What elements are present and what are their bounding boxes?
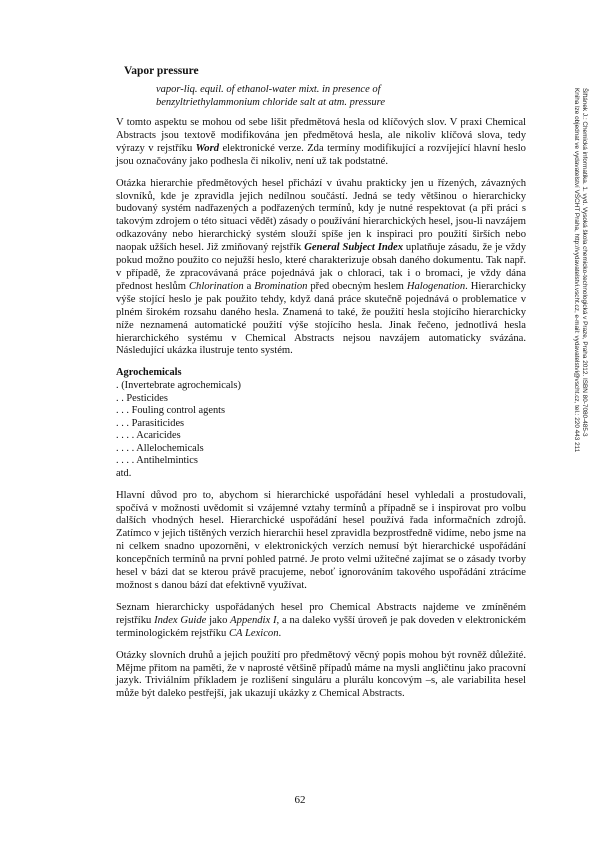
page-number: 62 (294, 794, 306, 806)
text-span: Seznam hierarchicky uspořádaných hesel pro Chemical Abstracts najdeme ve zmíněném rejstříku (116, 601, 526, 626)
tree-item: . . . . Allelochemicals (116, 442, 204, 454)
tree-item: . (Invertebrate agrochemicals) (116, 379, 241, 391)
term-ca-lexicon: CA Lexicon (228, 627, 279, 639)
example-block (156, 84, 526, 109)
text-span: . Hierarchicky výše stojící heslo je pak použito tehdy, když daná práce skutečně pojednává o problematice v plném širokém rozsahu daného hesla. Znamená to také, že použití hesla stojícího hierarchicky níže neznamená automatické použití výše stojícího hesla. Jinak řečeno, jednotlivá hesla hierarchického systému v Chemical Abstracts nejsou navzájem automaticky svázána. Následující ukázka ilustruje tento systém. (116, 280, 526, 357)
term-word: Word (195, 142, 220, 154)
tree-item: . . . Fouling control agents (116, 405, 226, 417)
term-bromination: Bromination (254, 280, 308, 292)
text-span: V tomto aspektu se mohou od sebe lišit předmětová hesla od klíčových slov. V praxi Chemical Abstracts jsou textově modifikována jen předmětová hesla, ale nikoliv klíčová slova, tedy výrazy v rejstříku (116, 117, 526, 154)
text-span: a na daleko vyšší úroveň je pak doveden v elektronickém terminologickém rejstříku (116, 614, 526, 639)
tree-etc: atd. (116, 468, 132, 480)
side-citation-text (571, 88, 588, 708)
text-span: a (243, 280, 255, 292)
text-span: elektronické verze. Zda termíny modifikující a rozvíjející hlavní heslo jsou označovány jako podhesla či nikoliv, není už tak podstatné. (116, 142, 526, 167)
text-span: Otázka hierarchie předmětových hesel přichází v úvahu prakticky jen u řízených, závazných slovníků, kde je zpravidla jejich nedílnou součástí. Jedná se tedy většinou o hierarchicky budovaný systém nadřazených a podřazených termínů, kdy je nutné respektovat (a při práci s takovým zdrojem o této situaci vědět) zásady o používání hierarchických hesel, jsou-li navzájem odkazovány nebo hierarchický systém slouží spíše jen k inspiraci pro použití širších nebo naopak užších hesel. Již zmiňovaný rejstřík (116, 177, 526, 254)
text-span: před obecným heslem (307, 280, 407, 292)
page-content (116, 64, 526, 710)
text-span: uplatňuje zásadu, že je vždy pokud možno použito co nejužší heslo, které charakterizuje obsah daného dokumentu. Tak např. v případě, že zpracovávaná práce pojednává jak o chloraci, tak i o bromaci, je vždy dána přednost heslům (116, 242, 526, 292)
section-heading: Vapor pressure (124, 65, 199, 77)
paragraph-1 (116, 117, 526, 169)
text-span: jako (206, 614, 231, 626)
tree-item: . . Pesticides (116, 392, 168, 404)
side-citation (558, 88, 588, 708)
tree-item: . . . . Antihelmintics (116, 455, 198, 467)
term-index-guide: Index Guide (154, 614, 207, 626)
tree-root: Agrochemicals (116, 367, 182, 379)
paragraph-5: Otázky slovních druhů a jejich použití pro předmětový věcný popis mohou být rovněž důležité. Mějme přitom na paměti, že v naprosté většině případů máme na mysli angličtinu jako pracovní jazyk. Triviálním příkladem je rozlišení singuláru a plurálu koncovým –s, ale variabilita hesel může být daleko pestřejší, jak ukazují ukázky z Chemical Abstracts. (116, 649, 526, 700)
term-chlorination: Chlorination (188, 280, 244, 292)
term-appendix: Appendix I, (230, 614, 280, 626)
citation-line-2: Kniha lze objednat ve vydavatelství VŠCHT Praha, http://vydavatelstvi.vscht.cz, e-mail: vydavatelstvi@vscht.cz, tel.: 220 443 211 (572, 88, 580, 453)
term-general-subject-index: General Subject Index (304, 242, 404, 254)
term-halogenation: Halogenation (406, 280, 466, 292)
example-line-1: vapor-liq. equil. of ethanol-water mixt. in presence of (156, 84, 381, 95)
text-span: . (278, 627, 282, 639)
paragraph-4 (116, 602, 526, 641)
hierarchy-tree (116, 367, 526, 480)
tree-item: . . . Parasiticides (116, 417, 185, 429)
paragraph-2 (116, 178, 526, 359)
example-line-2: benzyltriethylammonium chloride salt at atm. pressure (156, 96, 386, 108)
citation-line-1: Šiftánek J.: Chemická informatika. 1. vyd. Vysoká škola chemicko-technologická v Praze, Praha 2012. ISBN 80-7080-485-3 (581, 88, 588, 437)
tree-item: . . . . Acaricides (116, 430, 181, 442)
paragraph-3: Hlavní důvod pro to, abychom si hierarchické uspořádání hesel vyhledali a prostudovali, spočívá v možnosti uvědomit si vzájemné vztahy termínů a případně se i inspirovat pro volbu dalších vhodných hesel. Hierarchické uspořádání hesel používá řada informačních zdrojů. Zatímco v jejich tištěných verzích hierarchii hesel zpravidla bezprostředně vidíme, nebo jsme na ni celkem snadno upozorněni, v elektronických verzích nemusí být hierarchické uspořádání koncepčních termínů na první pohled patrné. Je proto velmi užitečné zajímat se o zásady tvorby hesel v bázi dat se kterou právě pracujeme, neboť ignorováním takového uspořádání ztrácíme možnost s danou bází dat efektivně využívat. (116, 489, 526, 591)
